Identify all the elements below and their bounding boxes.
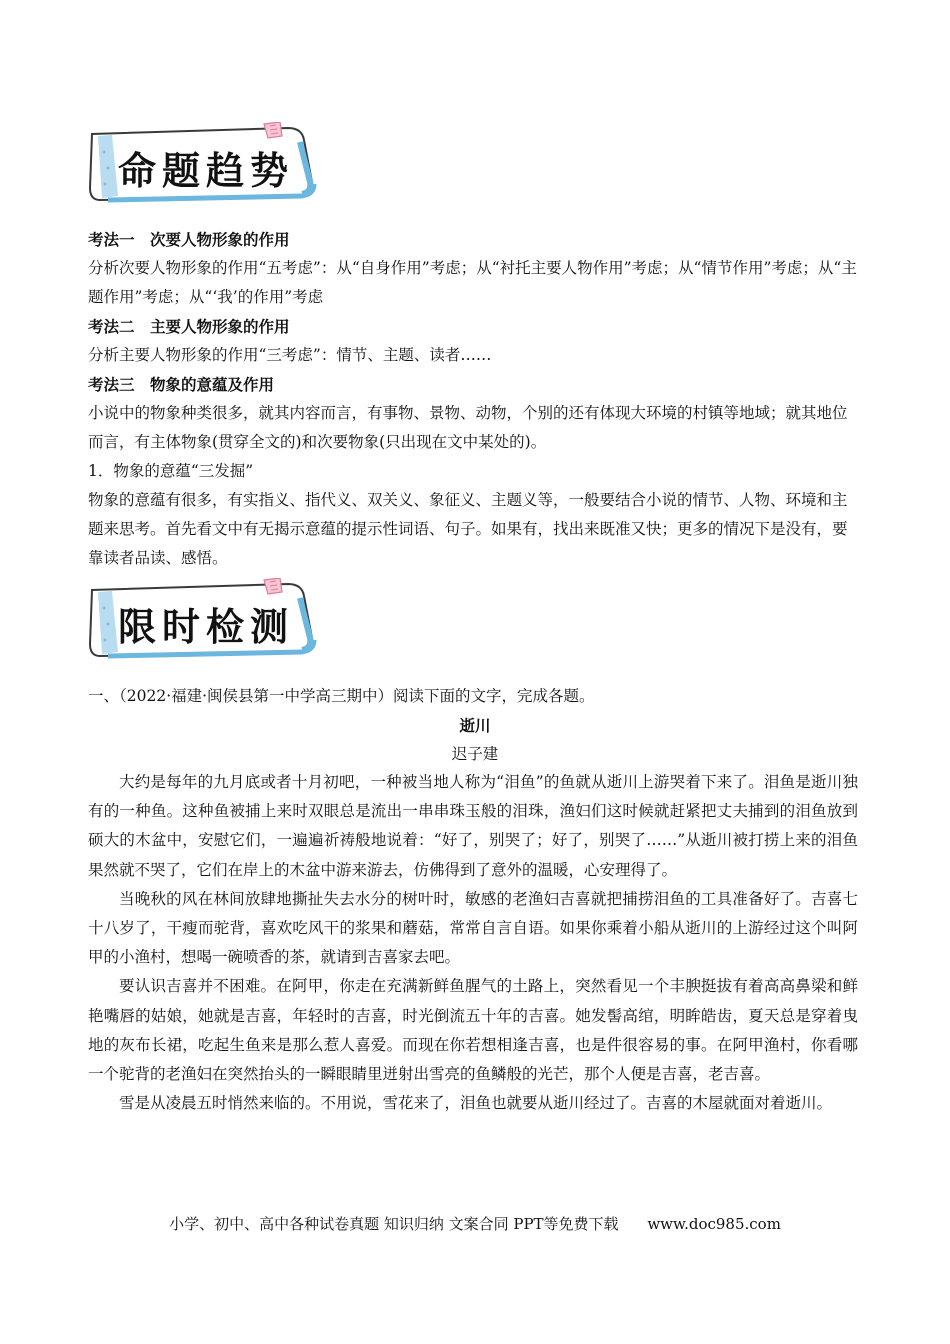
article-paragraph: 当晚秋的风在林间放肆地撕扯失去水分的树叶时，敏感的老渔妇吉喜就把捕捞泪鱼的工具准备好了。吉喜七十八岁了，干瘦而驼背，喜欢吃风干的浆果和蘑菇，常常自言自语。如果你乘着小船从逝川的上游经过这个叫阿甲的小渔村，想喝一碗喷香的茶，就请到吉喜家去吧。 bbox=[88, 889, 858, 967]
method-3-subbody: 物象的意蕴有很多，有实指义、指代义、双关义、象征义、主题义等，一般要结合小说的情节、人物、环境和主题来思考。首先看文中有无揭示意蕴的提示性词语、句子。如果有，找出来既准又快；更多的情况下是没有，要靠读者品读、感悟。 bbox=[88, 491, 848, 567]
question-intro: 一、（2022·福建·闽侯县第一中学高三期中）阅读下面的文字，完成各题。 bbox=[88, 687, 595, 705]
test-title: 限时检测 bbox=[118, 604, 295, 649]
article-paragraph: 雪是从凌晨五时悄然来临的。不用说，雪花来了，泪鱼也就要从逝川经过了。吉喜的木屋就面对着逝川。 bbox=[119, 1094, 833, 1113]
article-paragraph: 大约是每年的九月底或者十月初吧，一种被当地人称为“泪鱼”的鱼就从逝川上游哭着下来了。泪鱼是逝川独有的一种鱼。这种鱼被捕上来时双眼总是流出一串串珠玉般的泪珠，渔妇们这时候就赶紧把丈夫捕到的泪鱼放到硕大的木盆中，安慰它们，一遍遍祈祷般地说着：“好了，别哭了；好了，别哭了……”从逝川被打捞上来的泪鱼果然就不哭了，它们在岸上的木盆中游来游去，仿佛得到了意外的温暖，心安理得了。 bbox=[88, 773, 858, 879]
article-paragraph: 要认识吉喜并不困难。在阿甲，你走在充满新鲜鱼腥气的土路上，突然看见一个丰腴挺拔有着高高鼻梁和鲜艳嘴唇的姑娘，她就是吉喜，年轻时的吉喜，时光倒流五十年的吉喜。她发髻高绾，明眸皓齿，夏天总是穿着曳地的灰布长裙，吃起生鱼来是那么惹人喜爱。而现在你若想相逢吉喜，也是件很容易的事。在阿甲渔村，你看哪一个驼背的老渔妇在突然抬头的一瞬眼睛里迸射出雪亮的鱼鳞般的光芒，那个人便是吉喜，老吉喜。 bbox=[88, 977, 858, 1084]
trend-title: 命题趋势 bbox=[118, 148, 295, 193]
method-3-subheading: 1．物象的意蕴“三发掘” bbox=[88, 462, 254, 480]
article-title: 逝川 bbox=[459, 716, 491, 735]
method-3-body: 小说中的物象种类很多，就其内容而言，有事物、景物、动物，个别的还有体现大环境的村镇等地域；就其地位而言，有主体物象(贯穿全文的)和次要物象(只出现在文中某处的)。 bbox=[88, 404, 848, 451]
article-author: 迟子建 bbox=[451, 745, 499, 763]
footer-site[interactable]: www.doc985.com bbox=[647, 1215, 781, 1233]
trend-banner bbox=[88, 122, 326, 204]
test-banner bbox=[88, 578, 326, 660]
method-3-heading: 考法三 物象的意蕴及作用 bbox=[88, 375, 275, 394]
method-1-heading: 考法一 次要人物形象的作用 bbox=[88, 230, 290, 249]
footer-text: 小学、初中、高中各种试卷真题 知识归纳 文案合同 PPT等免费下载 bbox=[169, 1215, 619, 1233]
method-section bbox=[88, 225, 858, 573]
method-2-body: 分析主要人物形象的作用“三考虑”：情节、主题、读者…… bbox=[88, 346, 492, 364]
article-body bbox=[88, 768, 858, 1118]
method-1-body: 分析次要人物形象的作用“五考虑”：从“自身作用”考虑；从“衬托主要人物作用”考虑；从“情节作用”考虑；从“主题作用”考虑；从“‘我’的作用”考虑 bbox=[88, 259, 857, 306]
method-2-heading: 考法二 主要人物形象的作用 bbox=[88, 317, 290, 336]
page-footer bbox=[0, 1213, 950, 1234]
